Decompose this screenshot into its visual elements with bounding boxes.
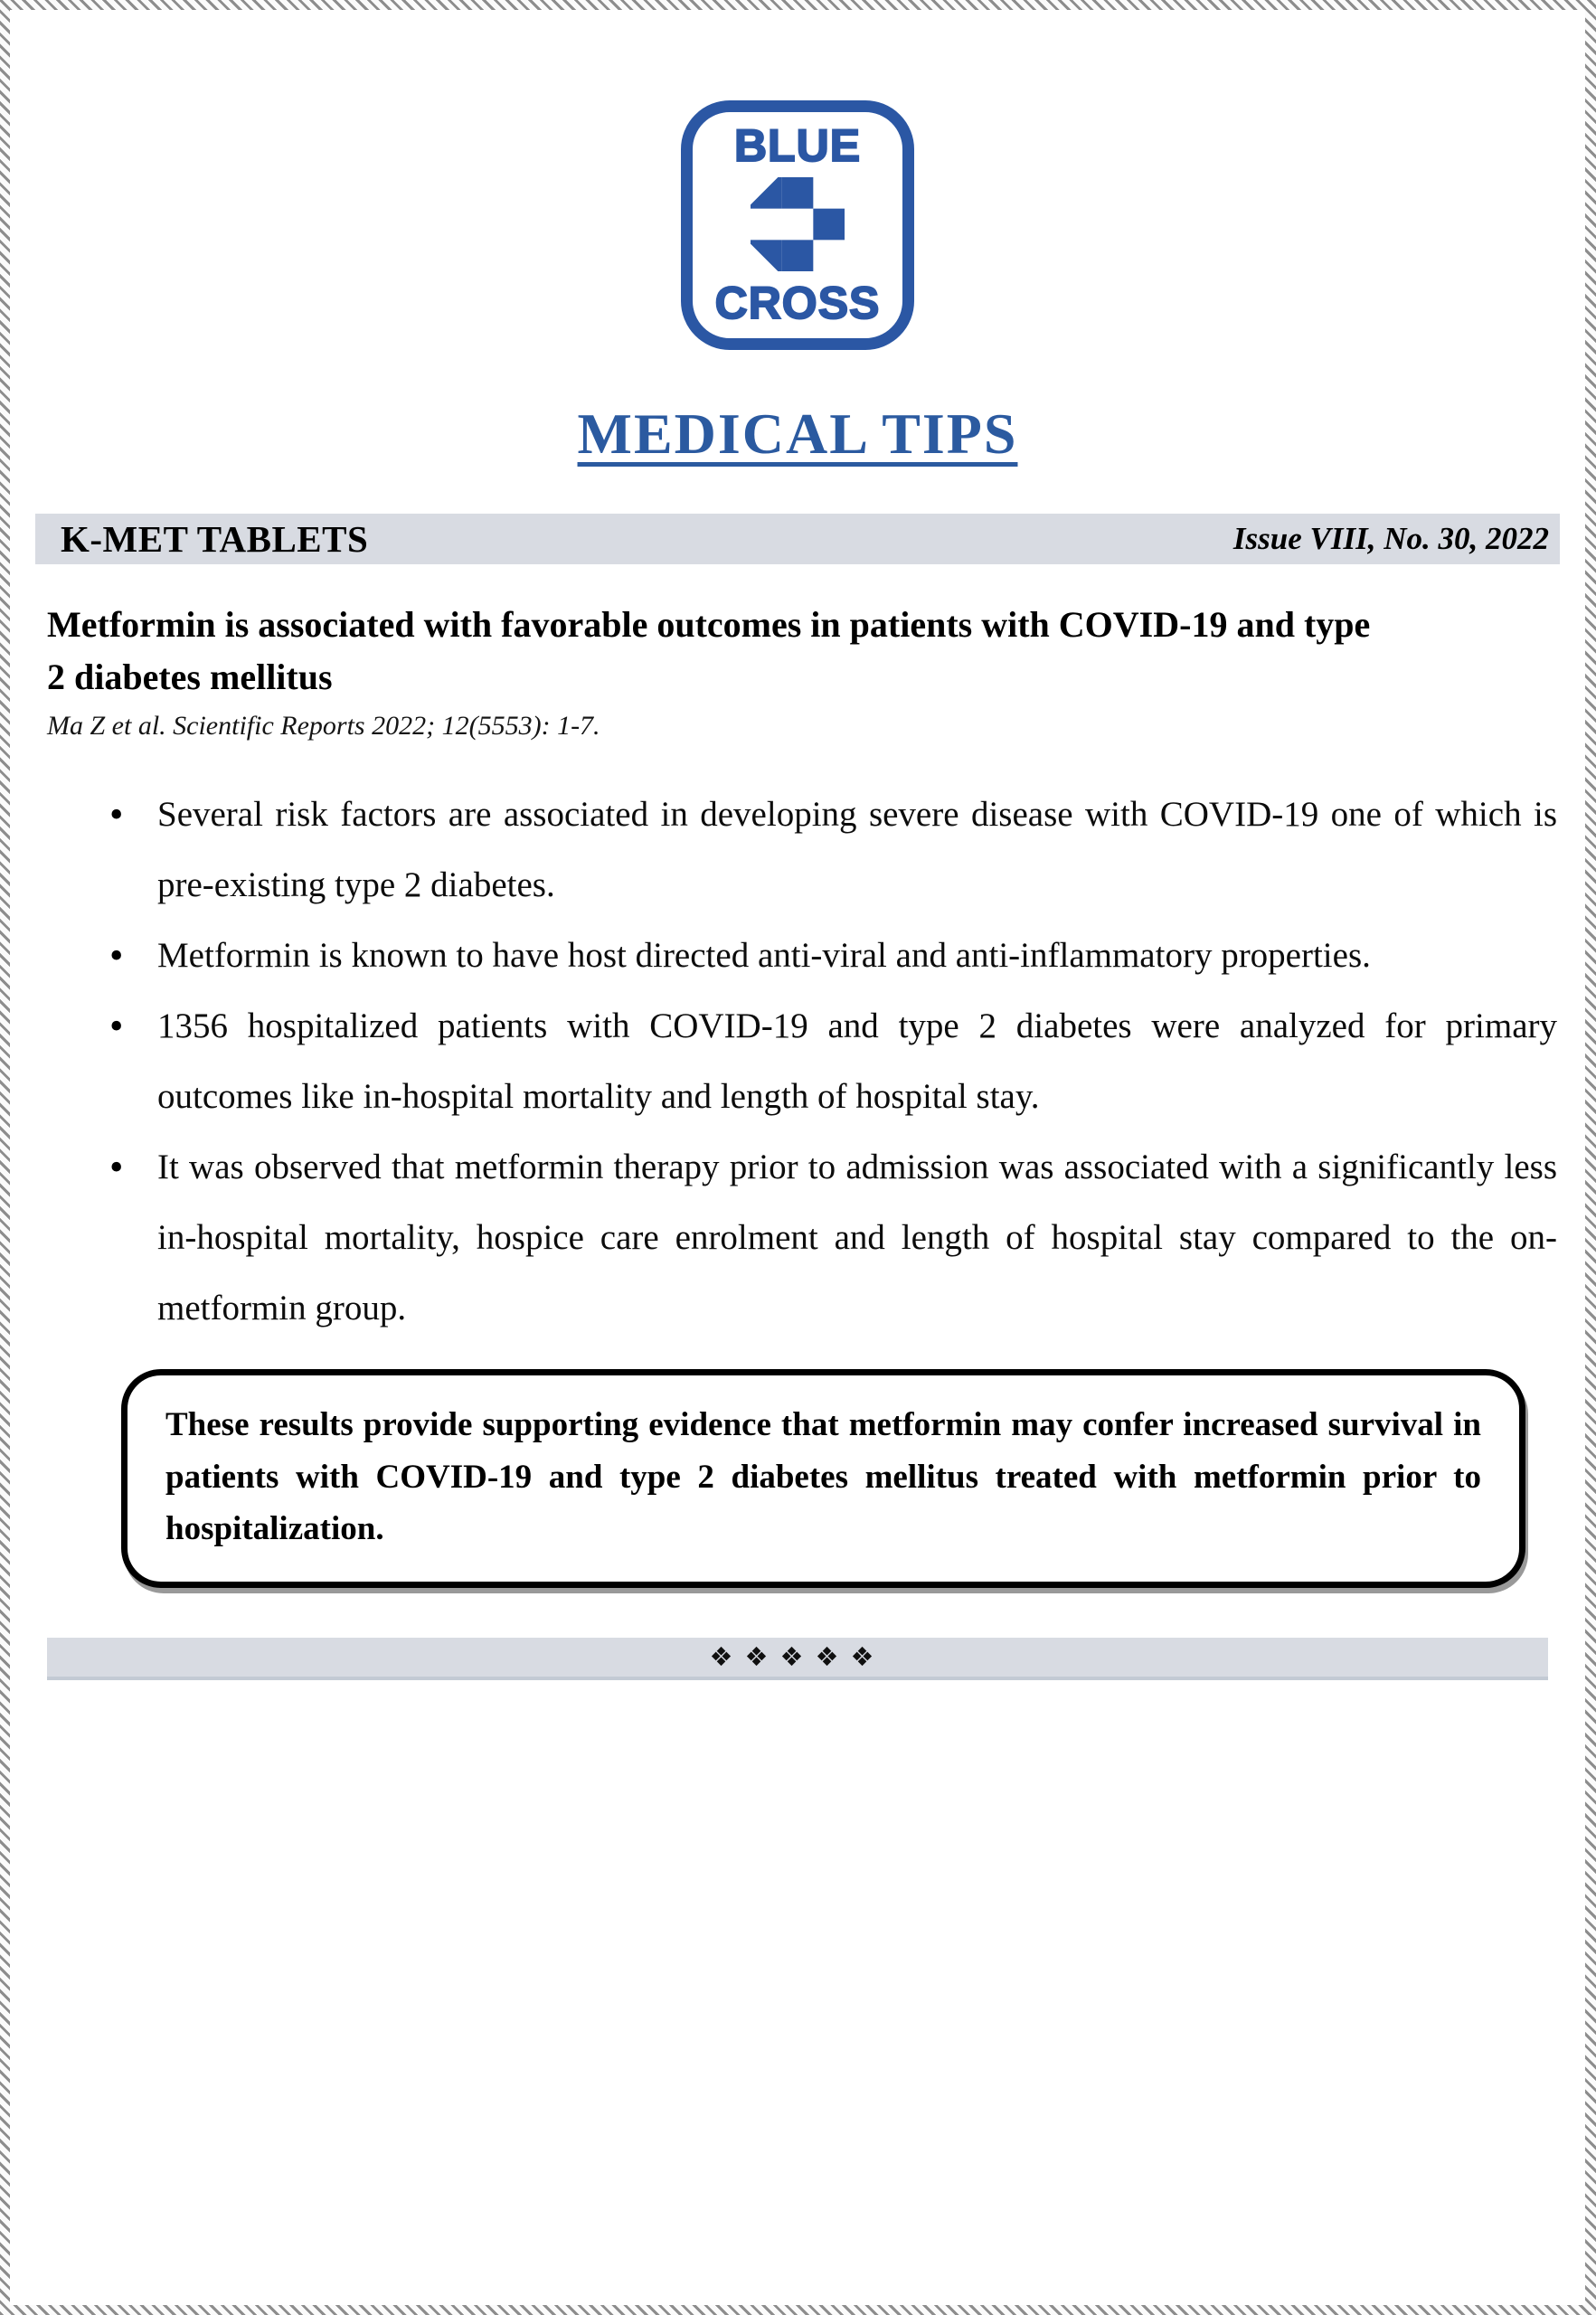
issue-bar (35, 514, 1560, 564)
blue-cross-octagon-icon (751, 177, 845, 271)
conclusion-text: These results provide supporting evidence that metformin may confer increased survival in patients with COVID-19 and type 2 diabetes mellitus treated with metformin prior to hospitalization. (165, 1406, 1481, 1548)
key-points-list (35, 780, 1560, 1344)
product-name: K-MET TABLETS (61, 518, 369, 561)
bullet-item: • It was observed that metformin therapy prior to admission was associated with a significantly less in-hospital mortality, hospice care enrolment and length of hospital stay compared to the on-metformin group. (35, 1132, 1557, 1344)
article-title-line2: 2 diabetes mellitus (47, 657, 333, 698)
conclusion-box (121, 1369, 1525, 1588)
diamond-separator-icon: ❖❖❖❖❖ (709, 1641, 886, 1673)
logo-cross-text: CROSS (714, 278, 881, 328)
bullet-item: • 1356 hospitalized patients with COVID-19 and type 2 diabetes were analyzed for primary outcomes like in-hospital mortality and length of hospital stay. (35, 991, 1557, 1132)
page (10, 10, 1585, 2305)
article-title (47, 599, 1547, 704)
bullet-item: • Several risk factors are associated in developing severe disease with COVID-19 one of which is pre-existing type 2 diabetes. (35, 780, 1557, 921)
article-title-line1: Metformin is associated with favorable outcomes in patients with COVID-19 and type (47, 604, 1371, 646)
newsletter-title: MEDICAL TIPS (577, 402, 1018, 466)
bullet-item: • Metformin is known to have host directed anti-viral and anti-inflammatory properties. (35, 921, 1557, 991)
logo-blue-text: BLUE (733, 120, 862, 171)
footer-bar (47, 1638, 1548, 1680)
article-citation: Ma Z et al. Scientific Reports 2022; 12(5553): 1-7. (47, 711, 600, 742)
blue-cross-logo (681, 100, 914, 350)
issue-number: Issue VIII, No. 30, 2022 (1232, 521, 1549, 557)
